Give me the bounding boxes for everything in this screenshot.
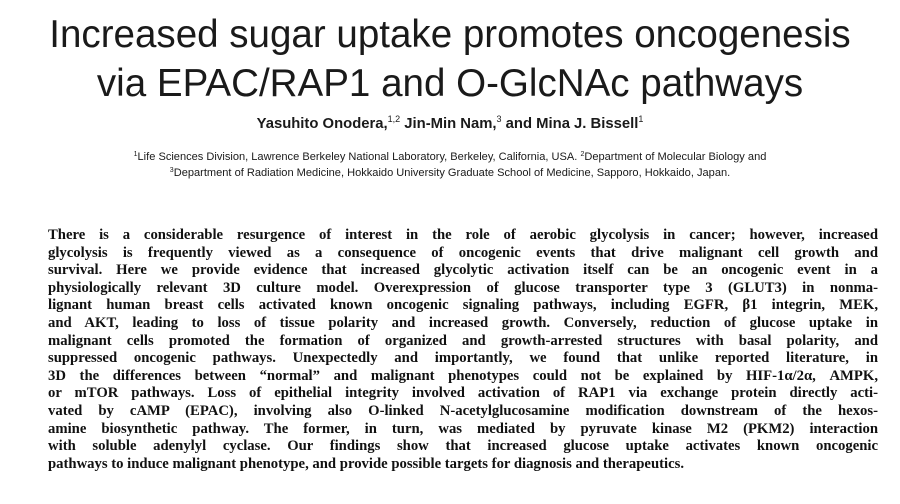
abstract-line: suppressed oncogenic pathways. Unexpectedly and importantly, we found that unlike reported literature, in xyxy=(48,350,878,367)
abstract-line: with soluble adenylyl cyclase. Our findings show that increased glucose uptake activates known oncogenic xyxy=(48,438,878,455)
affiliation-mark: 1 xyxy=(133,151,138,158)
affiliation-text: Department of Molecular Biology and xyxy=(584,151,767,163)
abstract-line: lignant human breast cells activated known oncogenic signaling pathways, including EGFR, β1 integrin, MEK, xyxy=(48,297,878,314)
author-name: and Mina J. Bissell xyxy=(501,116,639,132)
abstract-line: There is a considerable resurgence of interest in the role of aerobic glycolysis in cancer; however, increased xyxy=(48,227,878,243)
abstract-line: malignant cells promoted the formation of organized and growth-arrested structures with basal polarity, and xyxy=(48,332,878,349)
affiliation-mark: 3 xyxy=(169,167,174,174)
abstract-line: pathways to induce malignant phenotype, and provide possible targets for diagnosis and therapeutics. xyxy=(48,455,685,472)
abstract-line: 3D the differences between “normal” and malignant phenotypes could not be explained by HIF-1α/2α, AMPK, xyxy=(48,367,878,384)
affiliation-line-2 xyxy=(0,165,900,181)
paper-title xyxy=(0,10,900,108)
abstract xyxy=(48,227,878,473)
abstract-line: survival. Here we provide evidence that increased glycolytic activation itself can be an oncogenic event in a xyxy=(48,262,878,279)
abstract-line: vated by cAMP (EPAC), involving also O-linked N-acetylglucosamine modification downstream of the hexos- xyxy=(48,402,878,419)
abstract-line: amine biosynthetic pathway. The former, in turn, was mediated by pyruvate kinase M2 (PKM2) interaction xyxy=(48,420,878,437)
abstract-line: and AKT, leading to loss of tissue polarity and increased growth. Conversely, reduction of glucose uptake in xyxy=(48,314,878,331)
title-line-1: Increased sugar uptake promotes oncogenesis xyxy=(49,13,851,56)
title-line-2: via EPAC/RAP1 and O-GlcNAc pathways xyxy=(96,62,804,105)
affiliation-line-1 xyxy=(0,149,900,165)
author-affiliation-mark: 1 xyxy=(638,114,644,124)
affiliations xyxy=(0,149,900,181)
author-affiliation-mark: 3 xyxy=(496,114,502,124)
abstract-line: physiologically relevant 3D culture model. Overexpression of glucose transporter type 3 (GLUT3) in nonma- xyxy=(48,279,878,296)
abstract-line: glycolysis is frequently viewed as a consequence of oncogenic events that drive malignant cell growth and xyxy=(48,244,878,261)
abstract-line: or mTOR pathways. Loss of epithelial integrity involved activation of RAP1 via exchange protein directly acti- xyxy=(48,385,878,402)
affiliation-text: Life Sciences Division, Lawrence Berkeley National Laboratory, Berkeley, California, USA. xyxy=(137,151,581,163)
affiliation-mark: 2 xyxy=(580,151,585,158)
author-name: Yasuhito Onodera, xyxy=(256,116,388,132)
author-affiliation-mark: 1,2 xyxy=(387,114,401,124)
affiliation-text: Department of Radiation Medicine, Hokkaido University Graduate School of Medicine, Sapporo, Hokkaido, Japan. xyxy=(173,167,731,179)
author-name: Jin-Min Nam, xyxy=(400,116,497,132)
author-list xyxy=(0,116,900,132)
